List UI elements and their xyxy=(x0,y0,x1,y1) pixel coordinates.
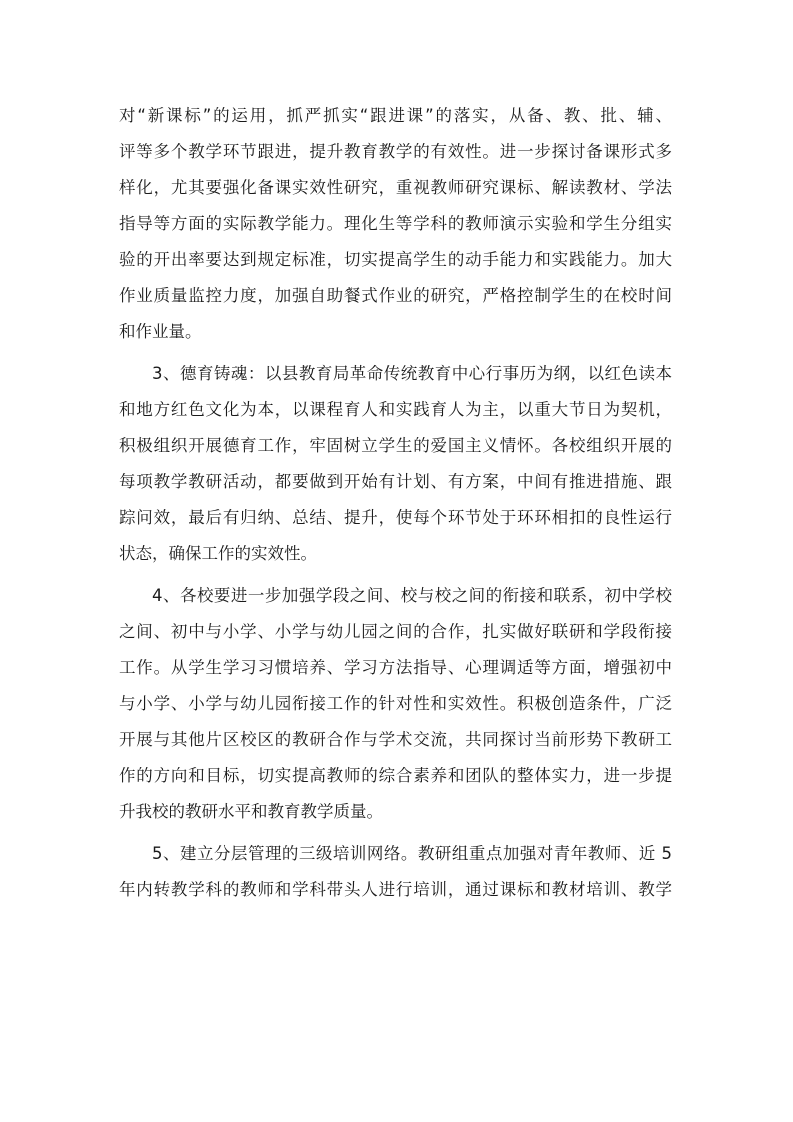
text-line: 作的方向和目标，切实提高教师的综合素养和团队的整体实力，进一步提 xyxy=(119,766,672,785)
text-line: 之间、初中与小学、小学与幼儿园之间的合作，扎实做好联研和学段衔接 xyxy=(119,622,672,641)
text-line: 3、德育铸魂：以县教育局革命传统教育中心行事历为纲，以红色读本 xyxy=(152,364,672,383)
text-line: 样化，尤其要强化备课实效性研究，重视教师研究课标、解读教材、学法 xyxy=(119,178,672,197)
text-line: 4、各校要进一步加强学段之间、校与校之间的衔接和联系，初中学校 xyxy=(152,586,672,605)
text-line: 积极组织开展德育工作，牢固树立学生的爱国主义情怀。各校组织开展的 xyxy=(119,436,672,455)
text-line: 评等多个教学环节跟进，提升教育教学的有效性。进一步探讨备课形式多 xyxy=(119,142,672,161)
paragraph-2 xyxy=(119,356,672,572)
text-line: 指导等方面的实际教学能力。理化生等学科的教师演示实验和学生分组实 xyxy=(119,214,672,233)
text-line: 每项教学教研活动，都要做到开始有计划、有方案，中间有推进措施、跟 xyxy=(119,472,672,491)
paragraph-3 xyxy=(119,578,672,830)
text-line: 和地方红色文化为本，以课程育人和实践育人为主，以重大节日为契机， xyxy=(119,400,672,419)
text-line: 验的开出率要达到规定标准，切实提高学生的动手能力和实践能力。加大 xyxy=(119,250,672,269)
text-line: 5、建立分层管理的三级培训网络。教研组重点加强对青年教师、近 5 xyxy=(152,844,672,863)
text-line: 踪问效，最后有归纳、总结、提升，使每个环节处于环环相扣的良性运行 xyxy=(119,508,672,527)
paragraph-4 xyxy=(119,836,672,908)
document-body xyxy=(119,98,672,908)
text-line: 工作。从学生学习习惯培养、学习方法指导、心理调适等方面，增强初中 xyxy=(119,658,672,677)
text-line: 开展与其他片区校区的教研合作与学术交流，共同探讨当前形势下教研工 xyxy=(119,730,672,749)
text-line: 和作业量。 xyxy=(119,322,202,341)
text-line: 升我校的教研水平和教育教学质量。 xyxy=(119,802,383,821)
text-line: 对“新课标”的运用，抓严抓实“跟进课”的落实，从备、教、批、辅、 xyxy=(119,106,672,125)
text-line: 作业质量监控力度，加强自助餐式作业的研究，严格控制学生的在校时间 xyxy=(119,286,672,305)
paragraph-1 xyxy=(119,98,672,350)
text-line: 与小学、小学与幼儿园衔接工作的针对性和实效性。积极创造条件，广泛 xyxy=(119,694,672,713)
text-line: 状态，确保工作的实效性。 xyxy=(119,544,317,563)
text-line: 年内转教学科的教师和学科带头人进行培训，通过课标和教材培训、教学 xyxy=(119,880,672,899)
